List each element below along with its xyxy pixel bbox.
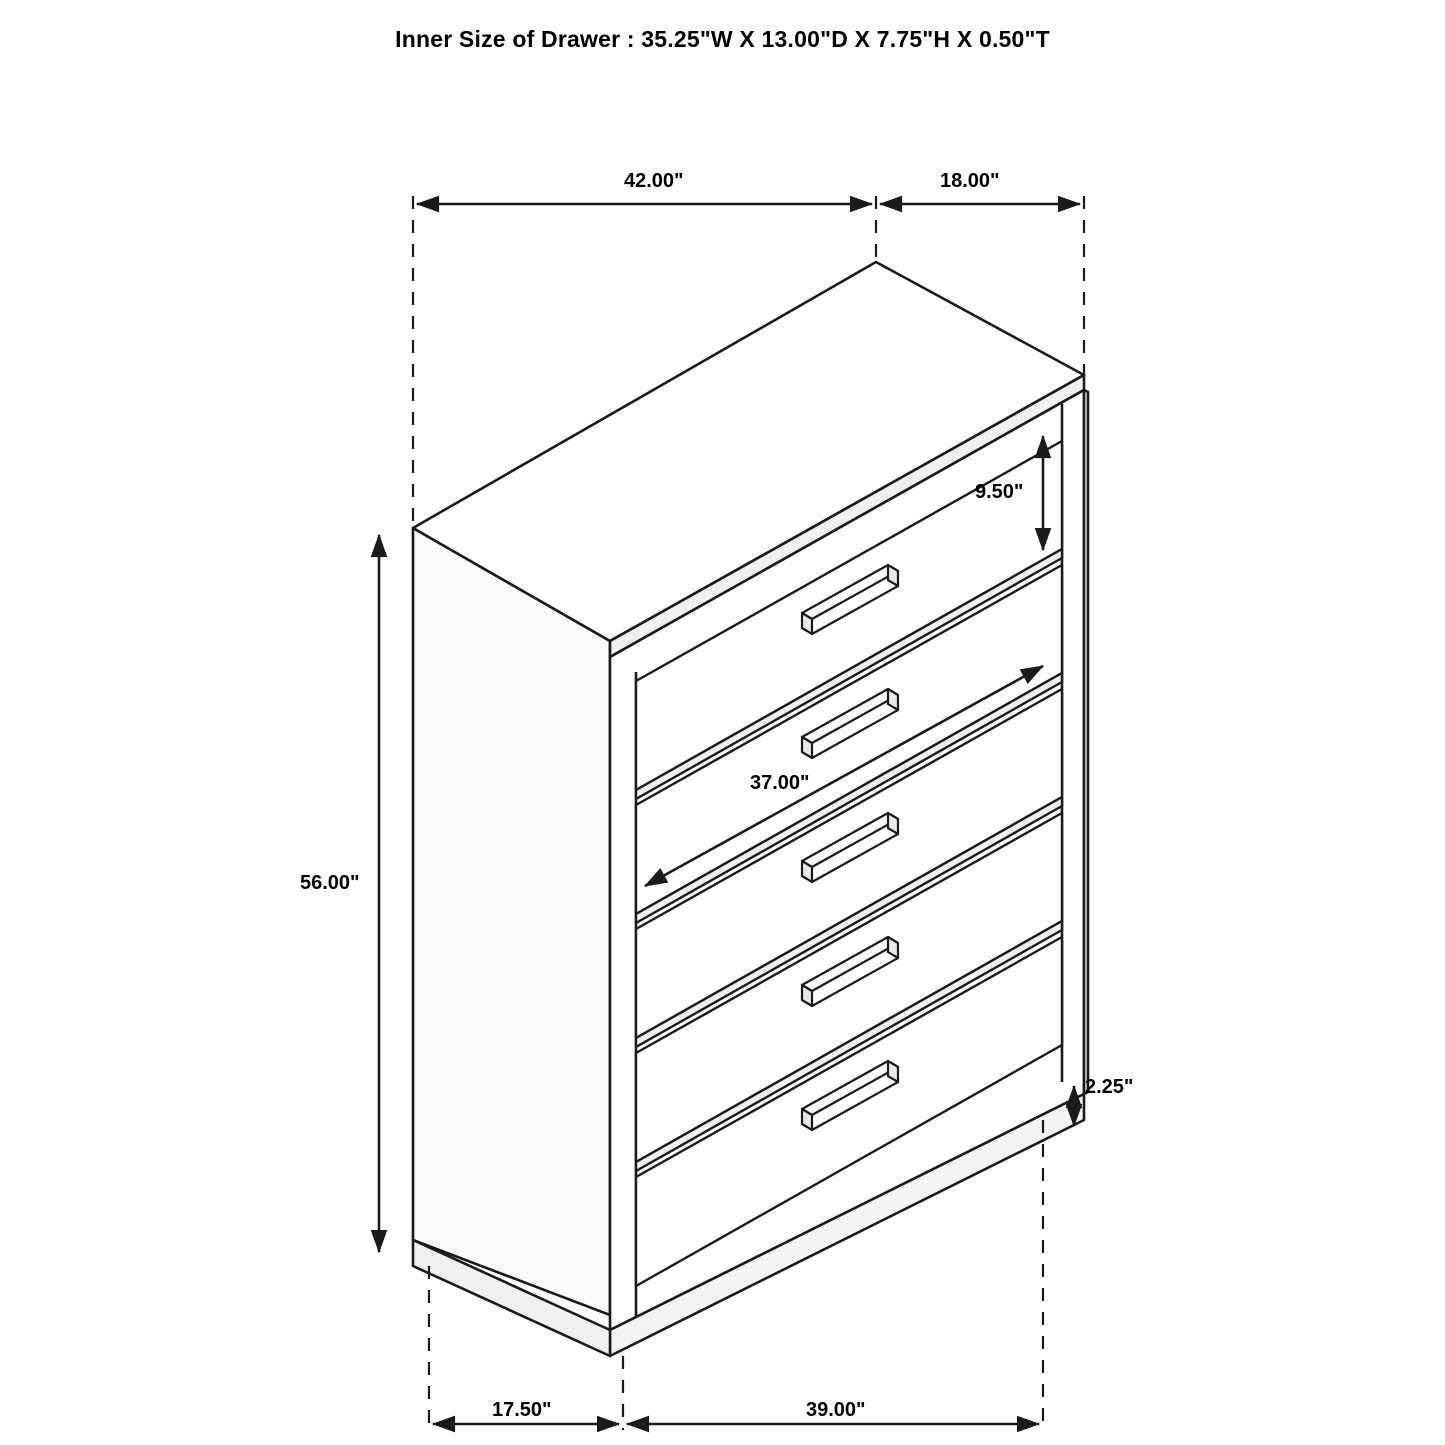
dim-label-37: 37.00": [750, 772, 810, 794]
dim-label-1750: 17.50": [492, 1399, 552, 1421]
dim-label-39: 39.00": [806, 1399, 866, 1421]
dim-label-56: 56.00": [300, 872, 360, 894]
dim-label-950: 9.50": [975, 481, 1024, 503]
dim-label-225: 2.25": [1085, 1076, 1134, 1098]
dim-label-42: 42.00": [624, 170, 684, 192]
left-side-panel: [413, 528, 610, 1315]
right-edge-sliver: [1084, 390, 1088, 1094]
dim-label-18: 18.00": [940, 170, 1000, 192]
page-title: Inner Size of Drawer : 35.25"W X 13.00"D X 7.75"H X 0.50"T: [395, 26, 1050, 52]
